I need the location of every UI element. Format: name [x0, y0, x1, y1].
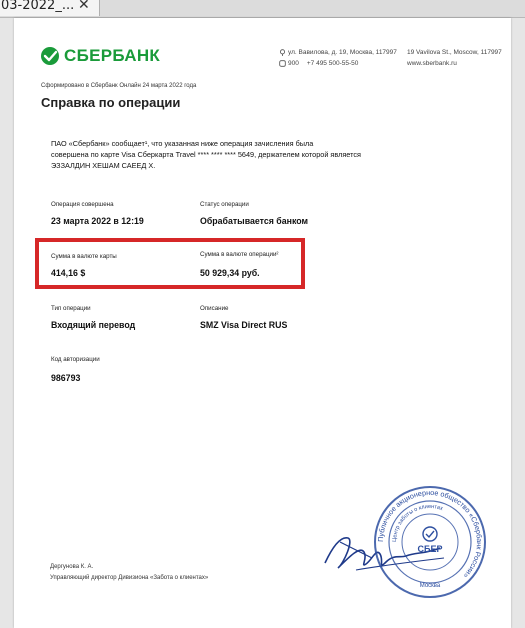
intro-line-2: совершена по карте Visa Сберкарта Travel **** **** **** 5649, держателем которой является — [51, 150, 361, 159]
intro-line-3: ЭЗЗАЛДИН ХЕШАМ САЕЕД Х. — [51, 161, 156, 170]
intro-line-1: ПАО «Сбербанк» сообщает¹, что указанная ниже операция зачисления была — [51, 139, 314, 148]
desc-value: SMZ Visa Direct RUS — [200, 320, 288, 330]
phone-long: +7 495 500-55-50 — [306, 60, 359, 67]
date-label: Операция совершена — [51, 201, 114, 208]
generated-note: Сформировано в Сбербанк Онлайн 24 марта 2022 года — [41, 83, 197, 89]
contact-ru — [279, 47, 397, 69]
close-icon[interactable]: ✕ — [78, 0, 90, 13]
status-label: Статус операции — [200, 201, 249, 208]
auth-label: Код авторизации — [51, 356, 100, 363]
signer-name: Дергунова К. А. — [50, 564, 94, 570]
browser-tab-strip — [0, 0, 525, 18]
op-amount-value: 50 929,34 руб. — [200, 268, 260, 278]
stamp-inner-text: Центр заботы о клиентах — [391, 503, 444, 543]
phone-icon — [279, 60, 286, 67]
sberbank-logo-icon — [40, 46, 60, 66]
desc-label: Описание — [200, 305, 229, 312]
intro-text — [51, 138, 361, 171]
website-link[interactable]: www.sberbank.ru — [407, 60, 457, 67]
date-value: 23 марта 2022 в 12:19 — [51, 216, 144, 226]
type-value: Входящий перевод — [51, 320, 136, 330]
type-label: Тип операции — [51, 305, 91, 312]
page-title: Справка по операции — [41, 95, 181, 110]
amount-highlight-box — [35, 238, 305, 289]
address-en: 19 Vavilova St., Moscow, 117997 — [407, 49, 502, 56]
bank-header — [40, 46, 160, 66]
phone-short: 900 — [288, 60, 299, 67]
status-value: Обрабатывается банком — [200, 216, 309, 226]
document-page — [14, 18, 511, 628]
contact-en — [407, 47, 502, 69]
op-amount-label: Сумма в валюте операции² — [200, 251, 279, 258]
bank-name: СБЕРБАНК — [64, 46, 161, 65]
stamp-brand: СБЕР — [417, 544, 443, 554]
auth-value: 986793 — [51, 373, 81, 383]
browser-tab[interactable] — [0, 0, 100, 16]
card-amount-value: 414,16 $ — [51, 268, 86, 278]
stamp-icon — [372, 484, 488, 600]
tab-title: 03-2022_... — [1, 0, 75, 13]
stamp-outer-text: Публичное акционерное общество «Сбербанк России» — [375, 487, 485, 581]
stamp-city: Москва — [419, 583, 441, 589]
card-amount-label: Сумма в валюте карты — [51, 253, 117, 260]
address-ru: ул. Вавилова, д. 19, Москва, 117997 — [288, 49, 397, 56]
signer-title: Управляющий директор Дивизиона «Забота о клиентах» — [50, 575, 209, 581]
location-icon — [279, 49, 286, 56]
